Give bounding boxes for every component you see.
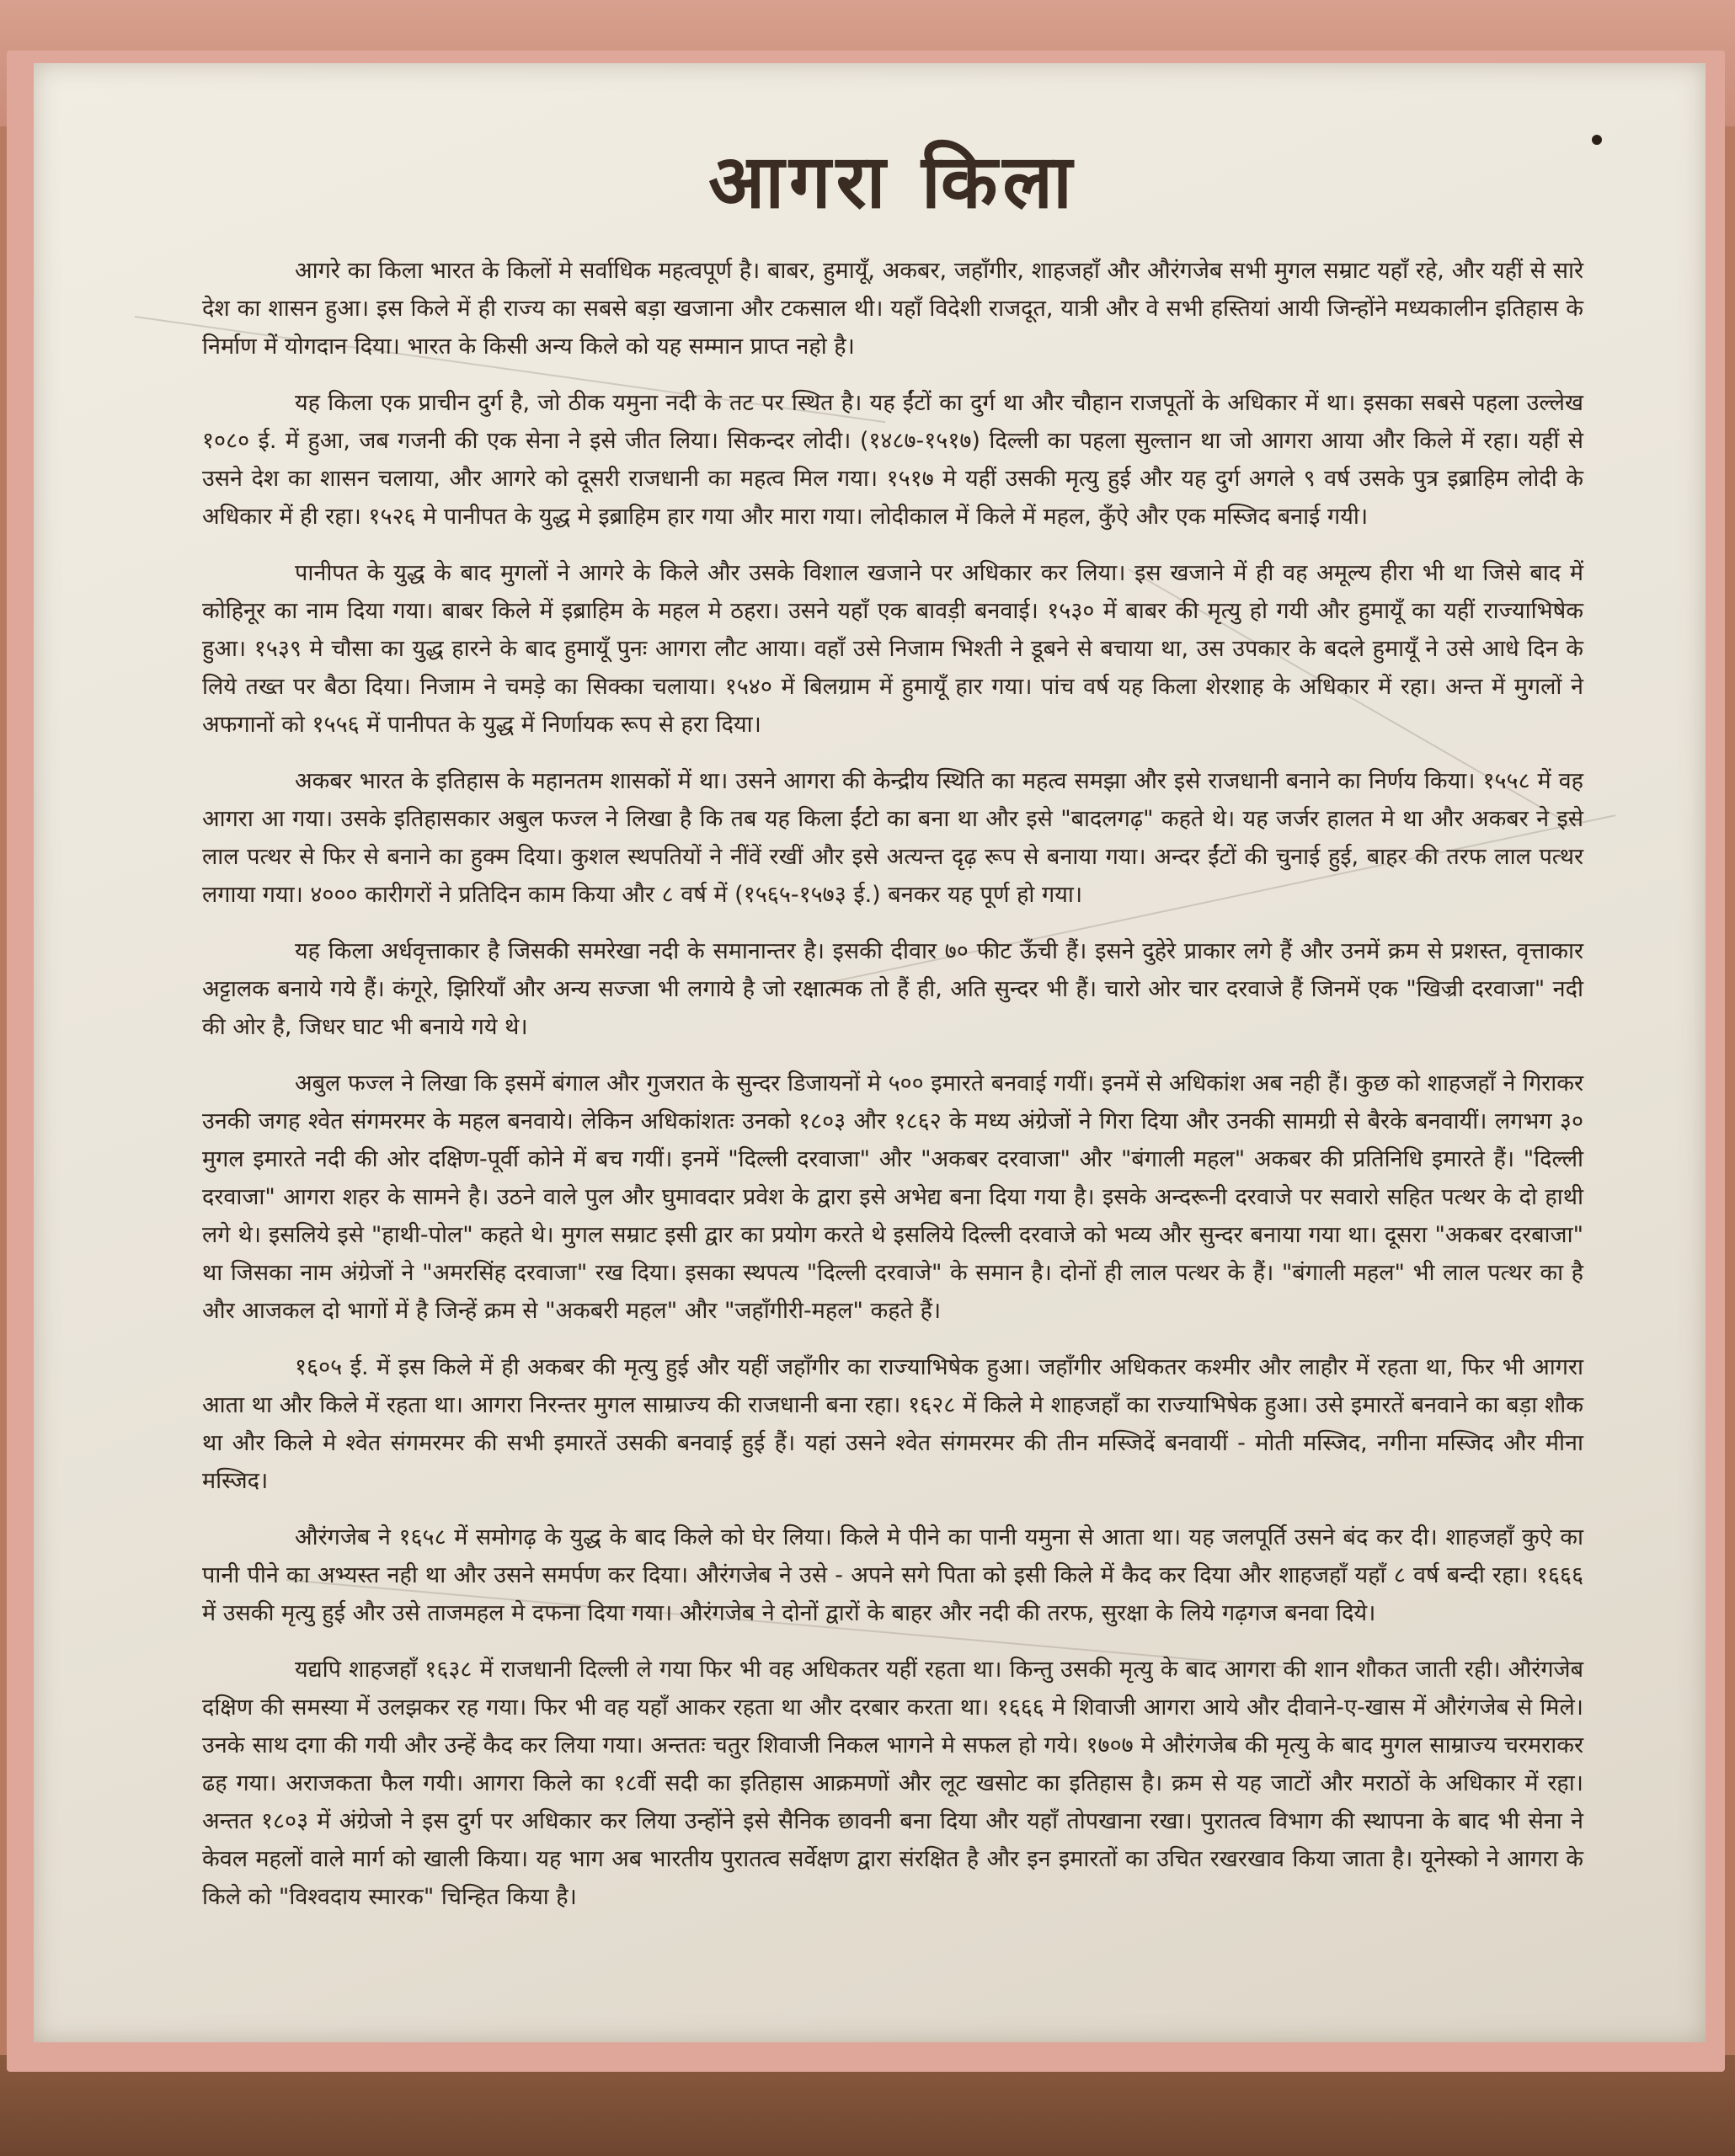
paragraph-8: औरंगजेब ने १६५८ में समोगढ़ के युद्ध के बाद किले को घेर लिया। किले मे पीने का पानी यमुना से आता था। यह जलपूर्ति उसने बंद कर दी। शाहजहाँ कुऐ का पानी पीने का अभ्यस्त नही था और उसने समर्पण कर दिया। औरंगजेब ने उसे - अपने सगे पिता को इसी किले में कैद कर दिया और शाहजहाँ यहाँ ८ वर्ष बन्दी रहा। १६६६ में उसकी मृत्यु हुई और उसे ताजमहल मे दफना दिया गया। औरंगजेब ने दोनों द्वारों के बाहर और नदी की तरफ, सुरक्षा के लिये गढ़गज बनवा दिये।: [202, 1524, 1583, 1626]
paragraph-9: यद्यपि शाहजहाँ १६३८ में राजधानी दिल्ली ले गया फिर भी वह अधिकतर यहीं रहता था। किन्तु उसकी मृत्यु के बाद आगरा की शान शौकत जाती रही। औरंगजेब दक्षिण की समस्या में उलझकर रह गया। फिर भी वह यहाँ आकर रहता था और दरबार करता था। १६६६ मे शिवाजी आगरा आये और दीवाने-ए-खास में औरंगजेब से मिले। उनके साथ दगा की गयी और उन्हें कैद कर लिया गया। अन्ततः चतुर शिवाजी निकल भागने मे सफल हो गये। १७०७ मे औरंगजेब की मृत्यु के बाद मुगल साम्राज्य चरमराकर ढह गया। अराजकता फैल गयी। आगरा किले का १८वीं सदी का इतिहास आक्रमणों और लूट खसोट का इतिहास है। क्रम से यह जाटों और मराठों के अधिकार में रहा। अन्तत १८०३ में अंग्रेजो ने इस दुर्ग पर अधिकार कर लिया उन्होंने इसे सैनिक छावनी बना दिया और यहाँ तोपखाना रखा। पुरातत्व विभाग की स्थापना के बाद भी सेना ने केवल महलों वाले मार्ग को खाली किया। यह भाग अब भारतीय पुरातत्व सर्वेक्षण द्वारा संरक्षित है और इन इमारतों का उचित रखरखाव किया जाता है। यूनेस्को ने आगरा के किले को "विश्वदाय स्मारक" चिन्हित किया है।: [202, 1657, 1583, 1910]
plaque-mark: [1592, 135, 1602, 145]
paragraph-7: १६०५ ई. में इस किले में ही अकबर की मृत्यु हुई और यहीं जहाँगीर का राज्याभिषेक हुआ। जहाँगीर अधिकतर कश्मीर और लाहौर में रहता था, फिर भी आगरा आता था और किले में रहता था। आगरा निरन्तर मुगल साम्राज्य की राजधानी बना रहा। १६२८ में किले मे शाहजहाँ का राज्याभिषेक हुआ। उसे इमारतें बनवाने का बड़ा शौक था और किले मे श्वेत संगमरमर की सभी इमारतें उसकी बनवाई हुई हैं। यहां उसने श्वेत संगमरमर की तीन मस्जिदें बनवायीं - मोती मस्जिद, नगीना मस्जिद और मीना मस्जिद।: [202, 1354, 1583, 1494]
paragraph-5: यह किला अर्धवृत्ताकार है जिसकी समरेखा नदी के समानान्तर है। इसकी दीवार ७० फीट ऊँची हैं। इसने दुहेरे प्राकार लगे हैं और उनमें क्रम से प्रशस्त, वृत्ताकार अट्टालक बनाये गये हैं। कंगूरे, झिरियाँ और अन्य सज्जा भी लगाये है जो रक्षात्मक तो हैं ही, अति सुन्दर भी हैं। चारो ओर चार दरवाजे हैं जिनमें एक "खिज्री दरवाजा" नदी की ओर है, जिधर घाट भी बनाये गये थे।: [202, 938, 1583, 1040]
paragraph-6: अबुल फज्ल ने लिखा कि इसमें बंगाल और गुजरात के सुन्दर डिजायनों मे ५०० इमारते बनवाई गयीं। इनमें से अधिकांश अब नही हैं। कुछ को शाहजहाँ ने गिराकर उनकी जगह श्वेत संगमरमर के महल बनवाये। लेकिन अधिकांशतः उनको १८०३ और १८६२ के मध्य अंग्रेजों ने गिरा दिया और उनकी सामग्री से बैरके बनवायीं। लगभग ३० मुगल इमारते नदी की ओर दक्षिण-पूर्वी कोने में बच गयीं। इनमें "दिल्ली दरवाजा" और "अकबर दरवाजा" और "बंगाली महल" अकबर की प्रतिनिधि इमारते हैं। "दिल्ली दरवाजा" आगरा शहर के सामने है। उठने वाले पुल और घुमावदार प्रवेश के द्वारा इसे अभेद्य बना दिया गया है। इसके अन्दरूनी दरवाजे पर सवारो सहित पत्थर के दो हाथी लगे थे। इसलिये इसे "हाथी-पोल" कहते थे। मुगल सम्राट इसी द्वार का प्रयोग करते थे इसलिये दिल्ली दरवाजे को भव्य और सुन्दर बनाया गया था। दूसरा "अकबर दरबाजा" था जिसका नाम अंग्रेजों ने "अमरसिंह दरवाजा" रख दिया। इसका स्थपत्य "दिल्ली दरवाजे" के समान है। दोनों ही लाल पत्थर के हैं। "बंगाली महल" भी लाल पत्थर का है और आजकल दो भागों में है जिन्हें क्रम से "अकबरी महल" और "जहाँगीरी-महल" कहते हैं।: [202, 1070, 1583, 1324]
plaque-content: [202, 131, 1583, 1935]
plaque-title: आगरा किला: [708, 137, 1077, 225]
marble-plaque: [34, 63, 1706, 2042]
paragraph-3: पानीपत के युद्ध के बाद मुगलों ने आगरे के किले और उसके विशाल खजाने पर अधिकार कर लिया। इस खजाने में ही वह अमूल्य हीरा भी था जिसे बाद में कोहिनूर का नाम दिया गया। बाबर किले में इब्राहिम के महल मे ठहरा। उसने यहाँ एक बावड़ी बनवाई। १५३० में बाबर की मृत्यु हो गयी और हुमायूँ का यहीं राज्याभिषेक हुआ। १५३९ मे चौसा का युद्ध हारने के बाद हुमायूँ पुनः आगरा लौट आया। वहाँ उसे निजाम भिश्ती ने डूबने से बचाया था, उस उपकार के बदले हुमायूँ ने उसे आधे दिन के लिये तख्त पर बैठा दिया। निजाम ने चमड़े का सिक्का चलाया। १५४० में बिलग्राम में हुमायूँ हार गया। पांच वर्ष यह किला शेरशाह के अधिकार में रहा। अन्त में मुगलों ने अफगानों को १५५६ में पानीपत के युद्ध में निर्णायक रूप से हरा दिया।: [202, 560, 1583, 738]
paragraph-4: अकबर भारत के इतिहास के महानतम शासकों में था। उसने आगरा की केन्द्रीय स्थिति का महत्व समझा और इसे राजधानी बनाने का निर्णय किया। १५५८ में वह आगरा आ गया। उसके इतिहासकार अबुल फज्ल ने लिखा है कि तब यह किला ईंटो का बना था और इसे "बादलगढ़" कहते थे। यह जर्जर हालत मे था और अकबर ने इसे लाल पत्थर से फिर से बनाने का हुक्म दिया। कुशल स्थपतियों ने नींवें रखीं और इसे अत्यन्त दृढ़ रूप से बनाया गया। अन्दर ईंटों की चुनाई हुई, बाहर की तरफ लाल पत्थर लगाया गया। ४००० कारीगरों ने प्रतिदिन काम किया और ८ वर्ष में (१५६५-१५७३ ई.) बनकर यह पूर्ण हो गया।: [202, 768, 1583, 908]
paragraph-2: यह किला एक प्राचीन दुर्ग है, जो ठीक यमुना नदी के तट पर स्थित है। यह ईंटों का दुर्ग था और चौहान राजपूतों के अधिकार में था। इसका सबसे पहला उल्लेख १०८० ई. में हुआ, जब गजनी की एक सेना ने इसे जीत लिया। सिकन्दर लोदी। (१४८७-१५१७) दिल्ली का पहला सुल्तान था जो आगरा आया और किले में रहा। यहीं से उसने देश का शासन चलाया, और आगरे को दूसरी राजधानी का महत्व मिल गया। १५१७ मे यहीं उसकी मृत्यु हुई और यह दुर्ग अगले ९ वर्ष उसके पुत्र इब्राहिम लोदी के अधिकार में ही रहा। १५२६ मे पानीपत के युद्ध मे इब्राहिम हार गया और मारा गया। लोदीकाल में किले में महल, कुँऐ और एक मस्जिद बनाई गयी।: [202, 390, 1583, 530]
paragraph-1: आगरे का किला भारत के किलों मे सर्वाधिक महत्वपूर्ण है। बाबर, हुमायूँ, अकबर, जहाँगीर, शाहजहाँ और औरंगजेब सभी मुगल सम्राट यहाँ रहे, और यहीं से सारे देश का शासन हुआ। इस किले में ही राज्य का सबसे बड़ा खजाना और टकसाल थी। यहाँ विदेशी राजदूत, यात्री और वे सभी हस्तियां आयी जिन्होंने मध्यकालीन इतिहास के निर्माण में योगदान दिया। भारत के किसी अन्य किले को यह सम्मान प्राप्त नहो है।: [202, 258, 1583, 360]
